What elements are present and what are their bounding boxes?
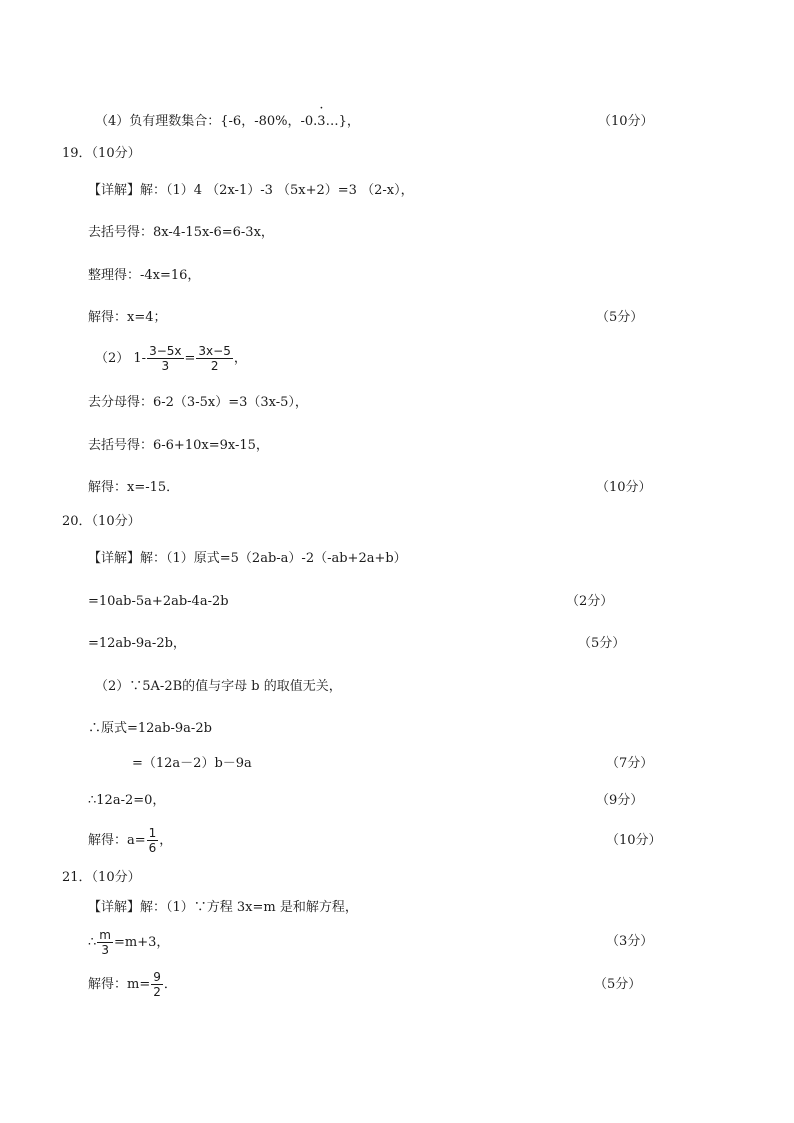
q20-solution-line-7: ∴12a-2=0， xyxy=(88,793,166,808)
q19-header: 19．（10分） xyxy=(62,146,141,161)
q18-part4-line xyxy=(95,101,360,131)
q19-solution-line-4: 解得：x=4； xyxy=(88,310,167,325)
q19-solution-line-8: 解得：x=-15． xyxy=(88,480,180,495)
q19-solution-line-2: 去括号得：8x-4-15x-6=6-3x， xyxy=(88,225,274,240)
q20-solution-line-8: 解得：a= $\frac{1}{6}$ ， xyxy=(88,826,173,855)
q20-score-5: （10分） xyxy=(606,833,662,848)
q20-score-2: （5分） xyxy=(578,636,626,651)
q19-score-2: （10分） xyxy=(596,480,652,495)
q19-solution-line-7: 去括号得：6-6+10x=9x-15， xyxy=(88,438,269,453)
q21-solution-line-3: 解得：m= $\frac{9}{2}$ ． xyxy=(88,970,177,999)
q18-part4-text: （4）负有理数集合：{-6，-80%， xyxy=(95,114,301,129)
q18-negative-decimal: -0. xyxy=(300,114,318,129)
q20-solution-line-1: 【详解】解：（1）原式=5（2ab-a）-2（-ab+2a+b） xyxy=(88,551,407,566)
q21-header: 21．（10分） xyxy=(62,870,141,885)
q19-solution-line-1: 【详解】解：（1）4 （2x-1）-3 （5x+2）=3 （2-x）， xyxy=(88,183,414,198)
q18-part4-end: …}， xyxy=(325,114,360,129)
fraction-m: $\frac{m}{3}$ xyxy=(99,928,111,957)
fraction-9-2: $\frac{9}{2}$ xyxy=(153,970,161,999)
repeating-digit: · 3 xyxy=(317,101,326,129)
q21-solution-line-1: 【详解】解：（1）∵方程 3x=m 是和解方程， xyxy=(88,900,358,915)
q20-solution-line-3: =12ab-9a-2b， xyxy=(88,636,186,651)
q20-header: 20．（10分） xyxy=(62,514,141,529)
q20-solution-line-5: ∴原式=12ab-9a-2b xyxy=(88,721,212,736)
fraction-2: $\frac{3x-5}{2}$ xyxy=(198,344,231,373)
q19-solution-line-3: 整理得：-4x=16， xyxy=(88,268,201,283)
q20-solution-line-6: =（12a－2）b－9a xyxy=(132,756,252,771)
q20-solution-line-2: =10ab-5a+2ab-4a-2b xyxy=(88,594,229,609)
q21-score-2: （5分） xyxy=(594,977,642,992)
q19-part2-equation: （2） 1- $\frac{3-5x}{3}$ = $\frac{3x-5}{2}$ ， xyxy=(95,344,247,373)
q19-score-1: （5分） xyxy=(596,310,644,325)
fraction-1: $\frac{3-5x}{3}$ xyxy=(149,344,182,373)
q19-solution-line-6: 去分母得：6-2（3-5x）=3（3x-5）， xyxy=(88,395,308,410)
q21-solution-line-2: ∴ $\frac{m}{3}$ =m+3， xyxy=(88,928,170,957)
q18-score: （10分） xyxy=(598,114,654,129)
q21-score-1: （3分） xyxy=(606,934,654,949)
q20-score-4: （9分） xyxy=(596,793,644,808)
q20-solution-line-4: （2）∵5A-2B的值与字母 b 的取值无关， xyxy=(95,679,342,694)
fraction-a: $\frac{1}{6}$ xyxy=(148,826,157,855)
q20-score-1: （2分） xyxy=(566,594,614,609)
q20-score-3: （7分） xyxy=(606,756,654,771)
